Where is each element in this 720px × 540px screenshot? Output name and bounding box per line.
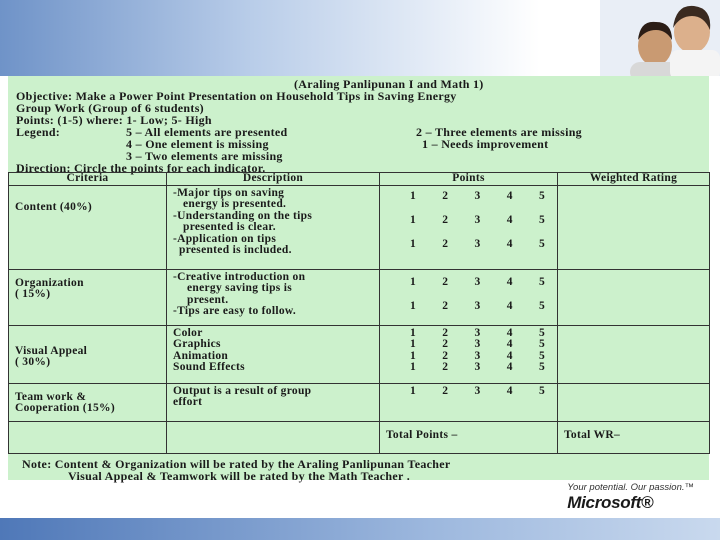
- table-header-row: [9, 173, 710, 186]
- microsoft-logo: Microsoft®: [567, 493, 654, 512]
- header-description: Description: [167, 173, 380, 186]
- note-line: Note: Content & Organization will be rated by the Araling Panlipunan Teacher: [22, 457, 451, 471]
- point-option[interactable]: 1: [410, 384, 417, 397]
- legend-label: Legend:: [16, 125, 61, 139]
- point-option[interactable]: 1: [410, 361, 417, 373]
- point-option[interactable]: 3: [474, 275, 481, 288]
- total-points-label: Total Points –: [386, 428, 458, 441]
- point-option[interactable]: 3: [474, 338, 481, 350]
- legend-item: 1 – Needs improvement: [422, 137, 549, 151]
- point-option[interactable]: 1: [410, 338, 417, 350]
- point-option[interactable]: 5: [538, 349, 545, 362]
- total-points-cell[interactable]: [380, 421, 558, 453]
- description-line: -Major tips on saving: [173, 186, 285, 199]
- direction-text: Direction: Circle the points for each indicator.: [16, 161, 266, 175]
- point-option[interactable]: 5: [538, 214, 545, 226]
- point-option[interactable]: 1: [410, 300, 417, 312]
- children-photo: [600, 0, 720, 76]
- description-cell: [167, 383, 380, 421]
- description-line: -Understanding on the tips: [173, 209, 313, 222]
- point-option[interactable]: 1: [410, 349, 417, 362]
- point-option[interactable]: 4: [506, 189, 513, 202]
- weighted-rating-cell[interactable]: [558, 185, 710, 269]
- footer-band: [0, 518, 720, 540]
- point-option[interactable]: 3: [474, 326, 481, 339]
- points-cell: [380, 185, 558, 269]
- description-line: presented is clear.: [183, 221, 276, 233]
- point-option[interactable]: 2: [442, 237, 449, 250]
- table-row-visual-appeal: [9, 325, 710, 383]
- point-option[interactable]: 2: [442, 275, 449, 288]
- criteria-label: Visual Appeal: [15, 344, 88, 357]
- description-line: Animation: [173, 349, 229, 362]
- criteria-cell: [9, 185, 167, 269]
- points-scale-text: Points: (1-5) where: 1- Low; 5- High: [16, 113, 212, 127]
- point-option[interactable]: 2: [442, 326, 449, 339]
- legend-item: 3 – Two elements are missing: [126, 149, 283, 163]
- point-option[interactable]: 4: [506, 349, 513, 362]
- criteria-label: Content (40%): [15, 200, 93, 213]
- point-option[interactable]: 4: [506, 300, 513, 312]
- points-cell: [380, 269, 558, 325]
- point-option[interactable]: 5: [538, 237, 545, 250]
- description-line: present.: [187, 293, 229, 306]
- description-line: Output is a result of group: [173, 384, 312, 397]
- description-line: presented is included.: [179, 244, 292, 256]
- weighted-rating-cell[interactable]: [558, 383, 710, 421]
- point-option[interactable]: 1: [410, 237, 417, 250]
- note-line: Visual Appeal & Teamwork will be rated by the Math Teacher .: [68, 469, 411, 483]
- description-line: -Application on tips: [173, 232, 277, 245]
- total-wr-cell[interactable]: [558, 421, 710, 453]
- description-line: Graphics: [173, 338, 221, 350]
- point-option[interactable]: 4: [506, 361, 513, 373]
- point-option[interactable]: 2: [442, 214, 449, 226]
- point-option[interactable]: 2: [442, 349, 449, 362]
- criteria-cell: [9, 383, 167, 421]
- point-option[interactable]: 1: [410, 275, 417, 288]
- table-row-organization: [9, 269, 710, 325]
- point-option[interactable]: 1: [410, 189, 417, 202]
- description-cell: [167, 325, 380, 383]
- criteria-label: Team work &: [15, 390, 87, 403]
- header-criteria: Criteria: [9, 173, 167, 186]
- description-line: Color: [173, 326, 203, 339]
- description-line: -Creative introduction on: [173, 270, 306, 283]
- empty-cell: [9, 421, 167, 453]
- page-title: (Araling Panlipunan I and Math 1): [294, 77, 484, 91]
- point-option[interactable]: 4: [506, 237, 513, 250]
- point-option[interactable]: 4: [506, 338, 513, 350]
- description-line: Sound Effects: [173, 361, 245, 373]
- point-option[interactable]: 2: [442, 361, 449, 373]
- point-option[interactable]: 1: [410, 326, 417, 339]
- legend-item: 2 – Three elements are missing: [416, 125, 582, 139]
- points-cell: [380, 383, 558, 421]
- point-option[interactable]: 5: [538, 384, 545, 397]
- criteria-weight: Cooperation (15%): [15, 402, 115, 414]
- points-cell: [380, 325, 558, 383]
- point-option[interactable]: 2: [442, 300, 449, 312]
- criteria-weight: ( 15%): [15, 288, 51, 300]
- header-points: Points: [380, 173, 558, 186]
- total-wr-label: Total WR–: [564, 428, 621, 441]
- legend-item: 4 – One element is missing: [126, 137, 269, 151]
- point-option[interactable]: 5: [538, 275, 545, 288]
- point-option[interactable]: 5: [538, 338, 545, 350]
- point-option[interactable]: 3: [474, 361, 481, 373]
- microsoft-brand: [567, 482, 694, 513]
- point-option[interactable]: 3: [474, 384, 481, 397]
- weighted-rating-cell[interactable]: [558, 269, 710, 325]
- point-option[interactable]: 2: [442, 189, 449, 202]
- empty-cell: [167, 421, 380, 453]
- objective-text: Objective: Make a Power Point Presentation on Household Tips in Saving Energy: [16, 89, 457, 103]
- description-line: effort: [173, 396, 203, 408]
- brand-tagline: Your potential. Our passion.™: [567, 482, 694, 493]
- description-line: energy saving tips is: [187, 282, 293, 294]
- description-line: -Tips are easy to follow.: [173, 305, 297, 317]
- rubric-slide: [8, 76, 709, 483]
- table-row-teamwork: [9, 383, 710, 421]
- point-option[interactable]: 5: [538, 361, 545, 373]
- table-row-content: [9, 185, 710, 269]
- criteria-label: Organization: [15, 276, 84, 289]
- table-row-totals: [9, 421, 710, 453]
- weighted-rating-cell[interactable]: [558, 325, 710, 383]
- criteria-cell: [9, 325, 167, 383]
- point-option[interactable]: 4: [506, 384, 513, 397]
- header-weighted-rating: Weighted Rating: [558, 173, 710, 186]
- point-option[interactable]: 4: [506, 214, 513, 226]
- criteria-cell: [9, 269, 167, 325]
- point-option[interactable]: 5: [538, 300, 545, 312]
- rubric-table: [8, 172, 710, 454]
- point-option[interactable]: 5: [538, 326, 545, 339]
- legend-item: 5 – All elements are presented: [126, 125, 288, 139]
- point-option[interactable]: 3: [474, 300, 481, 312]
- description-cell: [167, 269, 380, 325]
- point-option[interactable]: 2: [442, 338, 449, 350]
- point-option[interactable]: 2: [442, 384, 449, 397]
- point-option[interactable]: 3: [474, 189, 481, 202]
- description-cell: [167, 185, 380, 269]
- point-option[interactable]: 3: [474, 349, 481, 362]
- point-option[interactable]: 5: [538, 189, 545, 202]
- point-option[interactable]: 3: [474, 237, 481, 250]
- point-option[interactable]: 4: [506, 326, 513, 339]
- point-option[interactable]: 4: [506, 275, 513, 288]
- point-option[interactable]: 1: [410, 214, 417, 226]
- description-line: energy is presented.: [183, 198, 287, 210]
- point-option[interactable]: 3: [474, 214, 481, 226]
- group-text: Group Work (Group of 6 students): [16, 101, 204, 115]
- criteria-weight: ( 30%): [15, 356, 51, 368]
